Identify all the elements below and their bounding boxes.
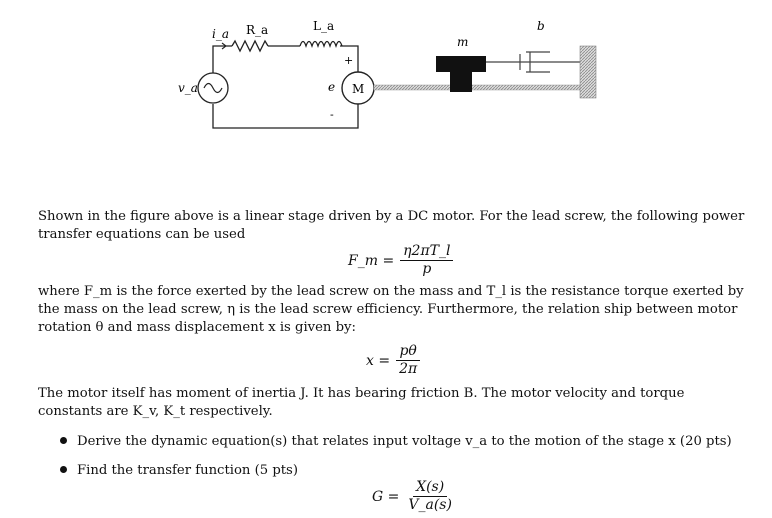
bullet-derive-text: Derive the dynamic equation(s) that relates input voltage v_a to the motion of the stage x (20 pts) <box>77 434 732 449</box>
displacement-equation-lhs: x = <box>366 352 391 369</box>
displacement-equation-denominator: 2π <box>399 361 418 377</box>
label-minus: - <box>330 108 334 121</box>
force-equation-lhs: F_m = <box>348 252 395 269</box>
label-mass: m <box>457 35 469 49</box>
bullet-transfer-text: Find the transfer function (5 pts) <box>77 463 298 478</box>
transfer-function-numerator: X(s) <box>413 480 447 497</box>
force-equation-numerator: η2πT_l <box>400 244 453 261</box>
resistor <box>232 41 268 51</box>
label-emf: e <box>328 80 336 94</box>
definition-paragraph: where F_m is the force exerted by the lead screw on the mass and T_l is the resistance torque exerted by the mass on the lead screw, η is the lead screw efficiency. Furthermore, the relation ship between motor rotation θ and mass displacement x is given by: <box>38 284 744 335</box>
lead-screw <box>374 85 588 90</box>
label-damper: b <box>537 19 545 33</box>
transfer-function-lhs: G = <box>372 488 400 505</box>
bullet-derive <box>60 433 732 451</box>
force-equation <box>348 244 453 277</box>
label-current: i_a <box>212 27 229 41</box>
transfer-function-denominator: V_a(s) <box>408 497 452 513</box>
system-diagram <box>0 0 772 190</box>
current-arrow-icon <box>214 43 226 49</box>
label-inductor: L_a <box>313 19 335 33</box>
bullet-dot-icon <box>60 466 67 473</box>
bullet-dot-icon <box>60 437 67 444</box>
label-resistor: R_a <box>246 23 269 37</box>
displacement-equation-numerator: pθ <box>396 344 419 361</box>
wall <box>580 46 596 98</box>
circuit <box>213 46 358 128</box>
motor-paragraph: The motor itself has moment of inertia J. It has bearing friction B. The motor velocity and torque constants are K_v, K_t respectively. <box>38 386 685 419</box>
label-source: v_a <box>178 81 198 95</box>
label-plus: + <box>344 54 354 67</box>
damper-icon <box>486 52 580 72</box>
force-equation-denominator: p <box>422 261 432 277</box>
bullet-transfer <box>60 462 298 480</box>
transfer-function-equation <box>372 480 455 513</box>
label-motor: M <box>352 82 365 96</box>
inductor <box>300 42 342 47</box>
displacement-equation <box>366 344 420 377</box>
intro-paragraph: Shown in the figure above is a linear stage driven by a DC motor. For the lead screw, the following power transfer equations can be used <box>38 209 745 242</box>
